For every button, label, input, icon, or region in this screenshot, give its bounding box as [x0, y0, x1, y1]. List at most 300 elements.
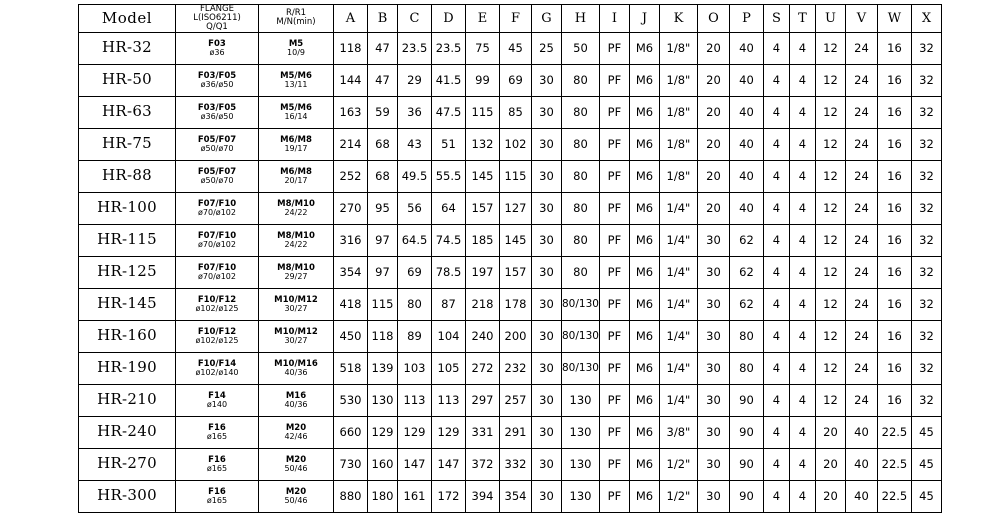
- cell-thread-code: M5: [288, 38, 304, 49]
- cell-thread: [259, 64, 334, 96]
- cell-dim-a: 418: [334, 288, 368, 320]
- cell-flange-diameter: ø102/ø140: [195, 367, 239, 377]
- cell-dim-f: 354: [500, 480, 532, 512]
- cell-dim-t: 4: [789, 128, 815, 160]
- cell-thread: [259, 96, 334, 128]
- cell-dim-x: 32: [911, 96, 941, 128]
- cell-thread: [259, 128, 334, 160]
- cell-dim-a: 880: [334, 480, 368, 512]
- header-dim-k: K: [659, 5, 697, 33]
- cell-dim-i: PF: [599, 320, 629, 352]
- cell-dim-k: 1/4": [659, 224, 697, 256]
- cell-dim-f: 45: [500, 32, 532, 64]
- cell-dim-j: M6: [629, 64, 659, 96]
- cell-dim-k: 1/4": [659, 192, 697, 224]
- cell-dim-a: 450: [334, 320, 368, 352]
- cell-dim-i: PF: [599, 128, 629, 160]
- cell-flange: [176, 480, 259, 512]
- cell-dim-f: 102: [500, 128, 532, 160]
- header-dim-f: F: [500, 5, 532, 33]
- cell-thread-depth: 29/27: [284, 271, 308, 281]
- cell-dim-w: 16: [877, 224, 911, 256]
- cell-dim-x: 32: [911, 256, 941, 288]
- table-row: [79, 96, 942, 128]
- cell-dim-s: 4: [763, 416, 789, 448]
- cell-dim-w: 16: [877, 96, 911, 128]
- table-row: [79, 32, 942, 64]
- header-dim-p: P: [729, 5, 763, 33]
- cell-dim-o: 30: [697, 256, 729, 288]
- cell-dim-s: 4: [763, 224, 789, 256]
- cell-thread: [259, 320, 334, 352]
- cell-dim-v: 24: [845, 32, 877, 64]
- header-dim-a: A: [334, 5, 368, 33]
- cell-dim-v: 24: [845, 96, 877, 128]
- cell-dim-h: 80: [562, 128, 600, 160]
- cell-dim-b: 97: [368, 256, 398, 288]
- cell-dim-d: 64: [432, 192, 466, 224]
- cell-dim-x: 32: [911, 128, 941, 160]
- cell-dim-x: 45: [911, 480, 941, 512]
- cell-dim-w: 16: [877, 64, 911, 96]
- cell-dim-o: 30: [697, 448, 729, 480]
- table-header-row: [79, 5, 942, 33]
- table-row: [79, 64, 942, 96]
- header-dim-h: H: [562, 5, 600, 33]
- table-row: [79, 480, 942, 512]
- cell-dim-j: M6: [629, 224, 659, 256]
- cell-dim-g: 30: [532, 128, 562, 160]
- cell-dim-s: 4: [763, 384, 789, 416]
- cell-dim-k: 1/4": [659, 352, 697, 384]
- header-dim-e: E: [466, 5, 500, 33]
- cell-dim-a: 214: [334, 128, 368, 160]
- cell-dim-i: PF: [599, 192, 629, 224]
- cell-dim-g: 30: [532, 384, 562, 416]
- cell-dim-d: 147: [432, 448, 466, 480]
- cell-dim-c: 64.5: [398, 224, 432, 256]
- table-row: [79, 224, 942, 256]
- cell-dim-t: 4: [789, 32, 815, 64]
- header-flange-line1: FLANGE L(ISO6211): [193, 4, 241, 23]
- cell-dim-k: 1/8": [659, 96, 697, 128]
- header-dim-v: V: [845, 5, 877, 33]
- cell-dim-x: 45: [911, 416, 941, 448]
- cell-dim-o: 20: [697, 96, 729, 128]
- cell-dim-x: 32: [911, 192, 941, 224]
- cell-dim-u: 20: [815, 448, 845, 480]
- cell-thread: [259, 480, 334, 512]
- cell-dim-k: 1/8": [659, 128, 697, 160]
- cell-dim-s: 4: [763, 288, 789, 320]
- cell-flange-code: F10/F12: [197, 294, 237, 305]
- cell-dim-h: 130: [562, 448, 600, 480]
- cell-dim-t: 4: [789, 224, 815, 256]
- cell-dim-b: 68: [368, 128, 398, 160]
- cell-dim-h: 130: [562, 480, 600, 512]
- cell-dim-x: 32: [911, 224, 941, 256]
- header-flange: [176, 5, 259, 33]
- cell-dim-s: 4: [763, 256, 789, 288]
- cell-dim-g: 30: [532, 224, 562, 256]
- cell-dim-x: 32: [911, 64, 941, 96]
- cell-dim-e: 331: [466, 416, 500, 448]
- cell-dim-c: 36: [398, 96, 432, 128]
- cell-dim-b: 59: [368, 96, 398, 128]
- cell-dim-s: 4: [763, 128, 789, 160]
- cell-dim-t: 4: [789, 352, 815, 384]
- cell-dim-f: 232: [500, 352, 532, 384]
- header-dim-s: S: [763, 5, 789, 33]
- cell-dim-p: 90: [729, 480, 763, 512]
- cell-dim-u: 12: [815, 32, 845, 64]
- table-row: [79, 352, 942, 384]
- cell-dim-v: 24: [845, 384, 877, 416]
- cell-dim-c: 113: [398, 384, 432, 416]
- cell-dim-o: 20: [697, 32, 729, 64]
- cell-thread-code: M5/M6: [280, 70, 312, 81]
- cell-dim-d: 47.5: [432, 96, 466, 128]
- cell-dim-p: 40: [729, 128, 763, 160]
- cell-dim-e: 394: [466, 480, 500, 512]
- cell-dim-v: 24: [845, 192, 877, 224]
- cell-dim-i: PF: [599, 384, 629, 416]
- cell-dim-a: 118: [334, 32, 368, 64]
- cell-dim-f: 115: [500, 160, 532, 192]
- cell-dim-d: 113: [432, 384, 466, 416]
- cell-thread-code: M8/M10: [277, 230, 315, 241]
- cell-dim-i: PF: [599, 352, 629, 384]
- cell-dim-e: 185: [466, 224, 500, 256]
- cell-dim-i: PF: [599, 160, 629, 192]
- cell-dim-c: 23.5: [398, 32, 432, 64]
- cell-flange-code: F07/F10: [197, 262, 237, 273]
- cell-thread: [259, 352, 334, 384]
- cell-dim-k: 1/4": [659, 256, 697, 288]
- cell-dim-d: 87: [432, 288, 466, 320]
- header-dim-w: W: [877, 5, 911, 33]
- cell-dim-h: 130: [562, 416, 600, 448]
- cell-flange: [176, 160, 259, 192]
- cell-dim-c: 147: [398, 448, 432, 480]
- cell-thread-code: M8/M10: [277, 198, 315, 209]
- table-row: [79, 384, 942, 416]
- cell-model: HR-125: [79, 256, 176, 288]
- cell-dim-i: PF: [599, 96, 629, 128]
- cell-dim-t: 4: [789, 192, 815, 224]
- cell-dim-i: PF: [599, 416, 629, 448]
- cell-dim-s: 4: [763, 352, 789, 384]
- cell-dim-h: 80: [562, 96, 600, 128]
- cell-dim-j: M6: [629, 160, 659, 192]
- cell-model: HR-100: [79, 192, 176, 224]
- cell-dim-j: M6: [629, 384, 659, 416]
- cell-dim-w: 16: [877, 32, 911, 64]
- cell-dim-d: 74.5: [432, 224, 466, 256]
- cell-model: HR-88: [79, 160, 176, 192]
- cell-dim-x: 32: [911, 352, 941, 384]
- cell-dim-h: 80/130: [562, 288, 600, 320]
- cell-dim-v: 40: [845, 480, 877, 512]
- cell-dim-c: 69: [398, 256, 432, 288]
- cell-dim-f: 178: [500, 288, 532, 320]
- cell-flange-code: F07/F10: [197, 198, 237, 209]
- cell-dim-w: 16: [877, 384, 911, 416]
- cell-dim-v: 24: [845, 128, 877, 160]
- cell-dim-e: 272: [466, 352, 500, 384]
- cell-thread-depth: 16/14: [284, 111, 308, 121]
- cell-thread: [259, 32, 334, 64]
- cell-dim-o: 20: [697, 64, 729, 96]
- cell-dim-b: 139: [368, 352, 398, 384]
- cell-dim-x: 32: [911, 32, 941, 64]
- cell-dim-h: 80/130: [562, 352, 600, 384]
- cell-flange-diameter: ø70/ø102: [198, 207, 236, 217]
- cell-dim-e: 297: [466, 384, 500, 416]
- cell-thread-code: M8/M10: [277, 262, 315, 273]
- cell-dim-i: PF: [599, 224, 629, 256]
- cell-dim-a: 660: [334, 416, 368, 448]
- cell-dim-j: M6: [629, 480, 659, 512]
- table-row: [79, 448, 942, 480]
- cell-model: HR-190: [79, 352, 176, 384]
- cell-dim-t: 4: [789, 384, 815, 416]
- cell-dim-j: M6: [629, 32, 659, 64]
- cell-thread-depth: 10/9: [287, 47, 305, 57]
- cell-dim-t: 4: [789, 96, 815, 128]
- cell-flange: [176, 128, 259, 160]
- cell-dim-u: 20: [815, 480, 845, 512]
- cell-thread: [259, 448, 334, 480]
- cell-dim-u: 12: [815, 352, 845, 384]
- cell-dim-f: 69: [500, 64, 532, 96]
- cell-flange-diameter: ø50/ø70: [200, 143, 234, 153]
- header-dim-t: T: [789, 5, 815, 33]
- cell-thread-code: M20: [285, 486, 307, 497]
- cell-dim-i: PF: [599, 64, 629, 96]
- cell-thread: [259, 288, 334, 320]
- cell-flange: [176, 416, 259, 448]
- cell-dim-w: 16: [877, 320, 911, 352]
- cell-dim-h: 130: [562, 384, 600, 416]
- cell-dim-u: 12: [815, 96, 845, 128]
- cell-dim-d: 105: [432, 352, 466, 384]
- cell-dim-h: 80/130: [562, 320, 600, 352]
- cell-flange: [176, 288, 259, 320]
- cell-dim-g: 30: [532, 480, 562, 512]
- cell-thread-depth: 40/36: [284, 399, 308, 409]
- header-thread-line1: R/R1: [285, 8, 307, 19]
- cell-model: HR-145: [79, 288, 176, 320]
- cell-dim-d: 129: [432, 416, 466, 448]
- cell-model: HR-160: [79, 320, 176, 352]
- cell-dim-a: 730: [334, 448, 368, 480]
- cell-dim-p: 40: [729, 192, 763, 224]
- cell-dim-h: 80: [562, 256, 600, 288]
- header-flange-line2: Q/Q1: [206, 21, 228, 32]
- cell-dim-g: 30: [532, 192, 562, 224]
- cell-dim-s: 4: [763, 320, 789, 352]
- cell-dim-i: PF: [599, 480, 629, 512]
- cell-dim-o: 20: [697, 160, 729, 192]
- cell-flange-diameter: ø102/ø125: [195, 335, 239, 345]
- cell-flange: [176, 96, 259, 128]
- cell-dim-k: 1/4": [659, 384, 697, 416]
- cell-dim-b: 95: [368, 192, 398, 224]
- cell-thread-code: M5/M6: [280, 102, 312, 113]
- cell-dim-i: PF: [599, 448, 629, 480]
- cell-dim-e: 197: [466, 256, 500, 288]
- cell-thread-depth: 30/27: [284, 303, 308, 313]
- cell-dim-o: 30: [697, 224, 729, 256]
- cell-thread-depth: 50/46: [284, 495, 308, 505]
- cell-dim-j: M6: [629, 96, 659, 128]
- cell-dim-v: 40: [845, 448, 877, 480]
- cell-dim-g: 25: [532, 32, 562, 64]
- cell-thread-depth: 24/22: [284, 239, 308, 249]
- cell-dim-w: 16: [877, 288, 911, 320]
- cell-thread-depth: 19/17: [284, 143, 308, 153]
- cell-dim-s: 4: [763, 32, 789, 64]
- cell-dim-j: M6: [629, 288, 659, 320]
- header-thread: [259, 5, 334, 33]
- header-dim-d: D: [432, 5, 466, 33]
- cell-dim-f: 291: [500, 416, 532, 448]
- cell-model: HR-50: [79, 64, 176, 96]
- cell-dim-g: 30: [532, 448, 562, 480]
- cell-thread-code: M10/M12: [274, 326, 318, 337]
- cell-dim-c: 49.5: [398, 160, 432, 192]
- cell-dim-u: 12: [815, 288, 845, 320]
- cell-flange: [176, 192, 259, 224]
- cell-dim-w: 22.5: [877, 416, 911, 448]
- cell-dim-g: 30: [532, 160, 562, 192]
- cell-dim-p: 62: [729, 288, 763, 320]
- cell-dim-g: 30: [532, 416, 562, 448]
- cell-dim-d: 51: [432, 128, 466, 160]
- cell-thread: [259, 192, 334, 224]
- cell-dim-t: 4: [789, 64, 815, 96]
- cell-dim-w: 22.5: [877, 480, 911, 512]
- cell-dim-t: 4: [789, 320, 815, 352]
- cell-flange: [176, 64, 259, 96]
- cell-dim-u: 12: [815, 64, 845, 96]
- cell-flange-diameter: ø70/ø102: [198, 239, 236, 249]
- cell-flange-code: F16: [208, 454, 226, 465]
- cell-flange-diameter: ø165: [206, 431, 228, 441]
- cell-flange-diameter: ø50/ø70: [200, 175, 234, 185]
- cell-thread: [259, 384, 334, 416]
- cell-model: HR-210: [79, 384, 176, 416]
- cell-dim-a: 144: [334, 64, 368, 96]
- cell-dim-p: 80: [729, 320, 763, 352]
- cell-dim-e: 75: [466, 32, 500, 64]
- cell-dim-i: PF: [599, 32, 629, 64]
- cell-model: HR-115: [79, 224, 176, 256]
- cell-dim-f: 200: [500, 320, 532, 352]
- cell-flange: [176, 256, 259, 288]
- cell-dim-e: 115: [466, 96, 500, 128]
- header-model: Model: [79, 5, 176, 33]
- cell-flange-code: F16: [208, 486, 226, 497]
- cell-dim-d: 41.5: [432, 64, 466, 96]
- table-head: [79, 5, 942, 33]
- cell-dim-a: 270: [334, 192, 368, 224]
- cell-dim-c: 161: [398, 480, 432, 512]
- cell-dim-c: 129: [398, 416, 432, 448]
- cell-dim-i: PF: [599, 256, 629, 288]
- cell-flange: [176, 32, 259, 64]
- cell-dim-s: 4: [763, 480, 789, 512]
- cell-dim-g: 30: [532, 320, 562, 352]
- cell-model: HR-240: [79, 416, 176, 448]
- cell-dim-o: 30: [697, 352, 729, 384]
- cell-flange-diameter: ø165: [206, 495, 228, 505]
- cell-dim-u: 12: [815, 128, 845, 160]
- cell-dim-a: 518: [334, 352, 368, 384]
- cell-dim-d: 55.5: [432, 160, 466, 192]
- header-dim-u: U: [815, 5, 845, 33]
- header-thread-line2: M/N(min): [276, 17, 316, 28]
- cell-dim-g: 30: [532, 96, 562, 128]
- cell-dim-v: 40: [845, 416, 877, 448]
- cell-dim-h: 80: [562, 160, 600, 192]
- cell-dim-e: 157: [466, 192, 500, 224]
- cell-model: HR-270: [79, 448, 176, 480]
- cell-dim-p: 90: [729, 448, 763, 480]
- cell-dim-u: 12: [815, 320, 845, 352]
- header-dim-c: C: [398, 5, 432, 33]
- header-dim-g: G: [532, 5, 562, 33]
- cell-dim-c: 56: [398, 192, 432, 224]
- cell-dim-k: 3/8": [659, 416, 697, 448]
- cell-flange-code: F07/F10: [197, 230, 237, 241]
- cell-dim-p: 90: [729, 384, 763, 416]
- cell-dim-p: 40: [729, 96, 763, 128]
- cell-dim-v: 24: [845, 224, 877, 256]
- cell-thread-depth: 42/46: [284, 431, 308, 441]
- cell-dim-w: 16: [877, 160, 911, 192]
- cell-dim-a: 163: [334, 96, 368, 128]
- table-row: [79, 160, 942, 192]
- cell-dim-k: 1/8": [659, 64, 697, 96]
- cell-dim-t: 4: [789, 480, 815, 512]
- cell-thread-depth: 13/11: [284, 79, 308, 89]
- cell-dim-b: 129: [368, 416, 398, 448]
- cell-dim-j: M6: [629, 128, 659, 160]
- cell-dim-b: 68: [368, 160, 398, 192]
- cell-dim-i: PF: [599, 288, 629, 320]
- cell-flange-code: F10/F14: [197, 358, 237, 369]
- cell-thread-code: M6/M8: [280, 134, 312, 145]
- cell-dim-t: 4: [789, 256, 815, 288]
- specification-table: [78, 4, 942, 513]
- cell-dim-o: 30: [697, 320, 729, 352]
- cell-dim-u: 12: [815, 224, 845, 256]
- cell-thread: [259, 160, 334, 192]
- cell-dim-t: 4: [789, 448, 815, 480]
- cell-flange-diameter: ø102/ø125: [195, 303, 239, 313]
- cell-dim-t: 4: [789, 288, 815, 320]
- cell-dim-v: 24: [845, 160, 877, 192]
- header-dim-j: J: [629, 5, 659, 33]
- cell-dim-h: 80: [562, 64, 600, 96]
- cell-dim-h: 80: [562, 192, 600, 224]
- cell-dim-x: 32: [911, 320, 941, 352]
- cell-dim-b: 115: [368, 288, 398, 320]
- cell-thread-code: M16: [285, 390, 307, 401]
- cell-dim-u: 12: [815, 160, 845, 192]
